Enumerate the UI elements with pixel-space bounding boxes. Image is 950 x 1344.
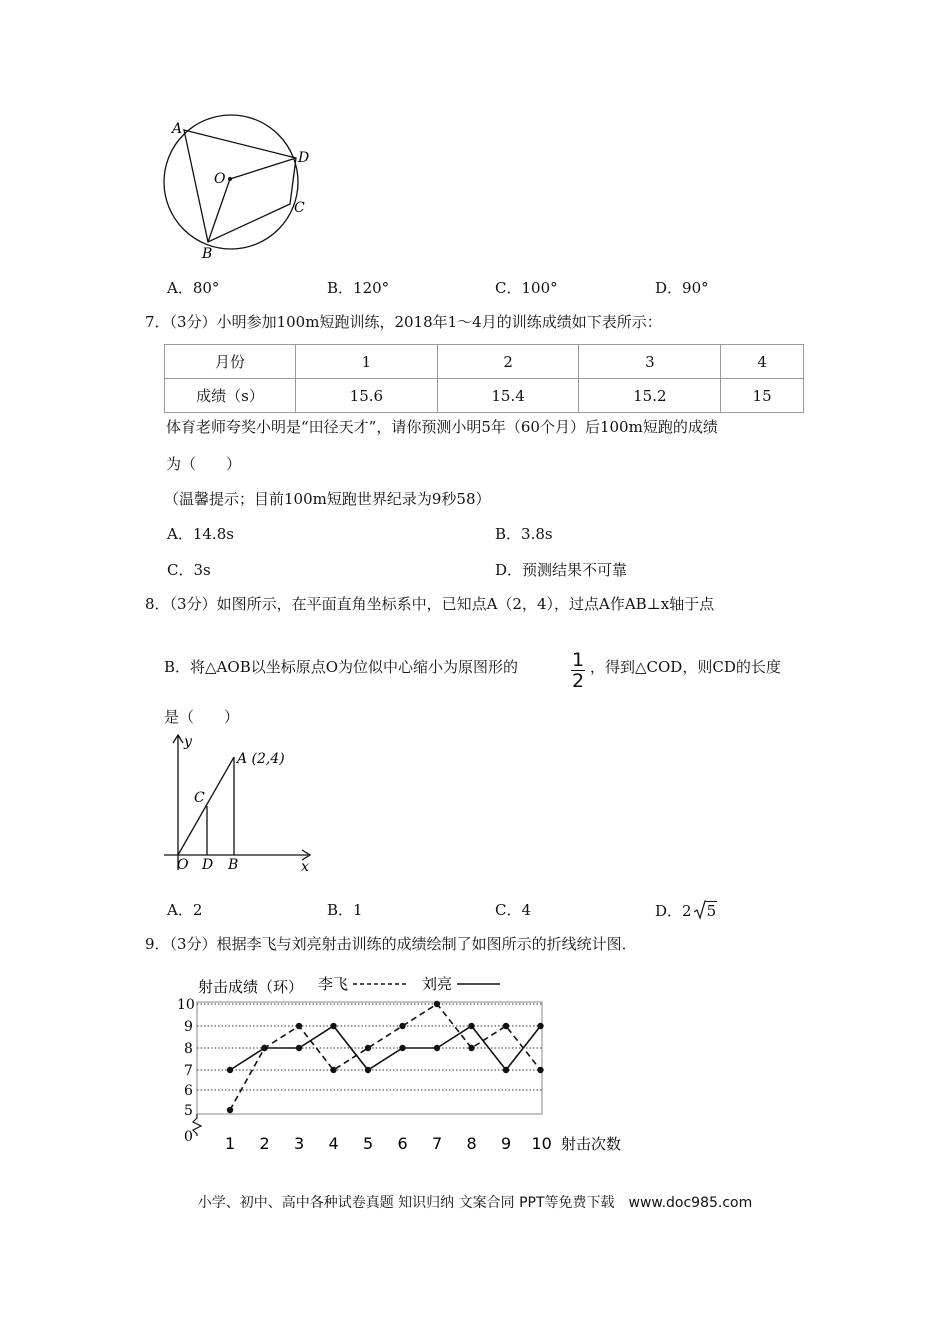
sqrt-radicand: 5 bbox=[706, 902, 717, 920]
q8-option-c: C．4 bbox=[495, 901, 532, 919]
label-o: O bbox=[177, 857, 189, 873]
q8-option-d bbox=[655, 900, 717, 921]
table-cell: 4 bbox=[721, 345, 804, 379]
liu-liang-point bbox=[261, 1045, 267, 1051]
x-tick-label: 2 bbox=[259, 1134, 270, 1153]
y-tick-label: 0 bbox=[184, 1129, 193, 1145]
fraction-one-half bbox=[570, 650, 586, 691]
li-fei-point bbox=[330, 1067, 336, 1073]
y-tick-label: 5 bbox=[184, 1103, 193, 1119]
label-y: y bbox=[184, 734, 192, 750]
q8-option-a: A．2 bbox=[167, 901, 203, 919]
q7-text-2: 为（ ） bbox=[166, 455, 242, 473]
label-d: D bbox=[298, 150, 310, 166]
legend-liu-liang-label: 刘亮 bbox=[422, 975, 453, 993]
liu-liang-point bbox=[399, 1045, 405, 1051]
q7-option-d: D．预测结果不可靠 bbox=[495, 561, 628, 579]
x-tick-label: 7 bbox=[432, 1134, 443, 1153]
y-tick-label: 6 bbox=[184, 1083, 193, 1099]
segment-ob bbox=[208, 179, 230, 242]
fraction-numerator: 1 bbox=[571, 649, 585, 671]
liu-liang-point bbox=[503, 1067, 509, 1073]
table-cell: 15.6 bbox=[296, 379, 438, 413]
fraction-denominator: 2 bbox=[571, 670, 585, 692]
page-footer: 小学、初中、高中各种试卷真题 知识归纳 文案合同 PPT等免费下载 www.doc985.com bbox=[197, 1195, 753, 1211]
table-cell: 15.2 bbox=[579, 379, 721, 413]
center-point bbox=[228, 177, 232, 181]
table-cell: 15.4 bbox=[437, 379, 579, 413]
y-tick-label: 7 bbox=[184, 1063, 193, 1079]
circle-figure bbox=[160, 112, 320, 262]
q7-stem: 7．（3分）小明参加100m短跑训练，2018年1～4月的训练成绩如下表所示： bbox=[145, 313, 662, 331]
label-b: B bbox=[228, 857, 239, 873]
table-cell: 成绩（s） bbox=[165, 379, 296, 413]
table-cell: 15 bbox=[721, 379, 804, 413]
circle-o bbox=[164, 115, 298, 249]
x-tick-label: 1 bbox=[225, 1134, 236, 1153]
x-tick-label: 9 bbox=[501, 1134, 512, 1153]
y-tick-label: 10 bbox=[177, 997, 195, 1013]
li-fei-point bbox=[227, 1107, 233, 1113]
label-c: C bbox=[194, 790, 205, 806]
liu-liang-point bbox=[434, 1045, 440, 1051]
sqrt-icon bbox=[694, 900, 706, 920]
score-table bbox=[164, 344, 804, 413]
q7-option-c: C．3s bbox=[167, 561, 211, 579]
coordinate-figure bbox=[160, 730, 320, 880]
x-tick-label: 4 bbox=[328, 1134, 339, 1153]
segment-od bbox=[230, 158, 296, 179]
li-fei-point bbox=[296, 1023, 302, 1029]
q7-option-b: B．3.8s bbox=[495, 525, 553, 543]
sqrt-expression bbox=[694, 900, 718, 921]
x-tick-label: 5 bbox=[363, 1134, 374, 1153]
label-a: A bbox=[172, 121, 183, 137]
q6-option-c: C．100° bbox=[495, 279, 558, 297]
q7-option-a: A．14.8s bbox=[167, 525, 234, 543]
table-cell: 1 bbox=[296, 345, 438, 379]
q8-stem-2a: B．将△AOB以坐标原点O为位似中心缩小为原图形的 bbox=[164, 658, 519, 676]
chart-title: 射击成绩（环） bbox=[198, 978, 304, 996]
x-axis-label: 射击次数 bbox=[561, 1135, 622, 1153]
liu-liang-point bbox=[365, 1067, 371, 1073]
label-x: x bbox=[301, 859, 309, 875]
liu-liang-point bbox=[537, 1023, 543, 1029]
table-cell: 2 bbox=[437, 345, 579, 379]
label-c: C bbox=[294, 200, 305, 216]
y-tick-label: 8 bbox=[184, 1041, 193, 1057]
x-tick-label: 10 bbox=[531, 1134, 552, 1153]
table-cell: 3 bbox=[579, 345, 721, 379]
quadrilateral-abcd bbox=[184, 130, 296, 242]
legend-li-fei-label: 李飞 bbox=[318, 975, 349, 993]
q8-stem-2b: ，得到△COD，则CD的长度 bbox=[590, 658, 781, 676]
q8-stem-1: 8．（3分）如图所示，在平面直角坐标系中，已知点A（2，4），过点A作AB⊥x轴于点 bbox=[145, 595, 715, 613]
series-liu-liang-line bbox=[230, 1026, 541, 1070]
li-fei-point bbox=[503, 1023, 509, 1029]
axis-break-icon bbox=[193, 1114, 201, 1136]
y-tick-label: 9 bbox=[184, 1019, 193, 1035]
table-row bbox=[165, 345, 804, 379]
label-o: O bbox=[214, 171, 226, 187]
q8-stem-3: 是（ ） bbox=[164, 708, 240, 726]
line-chart bbox=[160, 960, 640, 1160]
liu-liang-point bbox=[227, 1067, 233, 1073]
q7-text-1: 体育老师夸奖小明是“田径天才”，请你预测小明5年（60个月）后100m短跑的成绩 bbox=[166, 418, 718, 436]
x-tick-label: 3 bbox=[294, 1134, 305, 1153]
q6-option-b: B．120° bbox=[327, 279, 390, 297]
q8-option-d-prefix: D．2 bbox=[655, 902, 692, 920]
li-fei-point bbox=[434, 1001, 440, 1007]
li-fei-point bbox=[468, 1045, 474, 1051]
q7-hint: （温馨提示；目前100m短跑世界纪录为9秒58） bbox=[164, 490, 491, 508]
table-cell: 月份 bbox=[165, 345, 296, 379]
segment-oa bbox=[178, 757, 234, 855]
table-row bbox=[165, 379, 804, 413]
liu-liang-point bbox=[468, 1023, 474, 1029]
q9-stem: 9．（3分）根据李飞与刘亮射击训练的成绩绘制了如图所示的折线统计图． bbox=[145, 935, 637, 953]
label-a: A (2,4) bbox=[237, 751, 285, 767]
label-d: D bbox=[202, 857, 214, 873]
x-tick-label: 8 bbox=[466, 1134, 477, 1153]
label-b: B bbox=[202, 246, 213, 262]
liu-liang-point bbox=[330, 1023, 336, 1029]
li-fei-point bbox=[399, 1023, 405, 1029]
liu-liang-point bbox=[296, 1045, 302, 1051]
q8-option-b: B．1 bbox=[327, 901, 363, 919]
li-fei-point bbox=[365, 1045, 371, 1051]
q6-option-d: D．90° bbox=[655, 279, 709, 297]
series-li-fei-line bbox=[230, 1004, 541, 1110]
q6-option-a: A．80° bbox=[167, 279, 220, 297]
li-fei-point bbox=[537, 1067, 543, 1073]
x-tick-label: 6 bbox=[397, 1134, 408, 1153]
